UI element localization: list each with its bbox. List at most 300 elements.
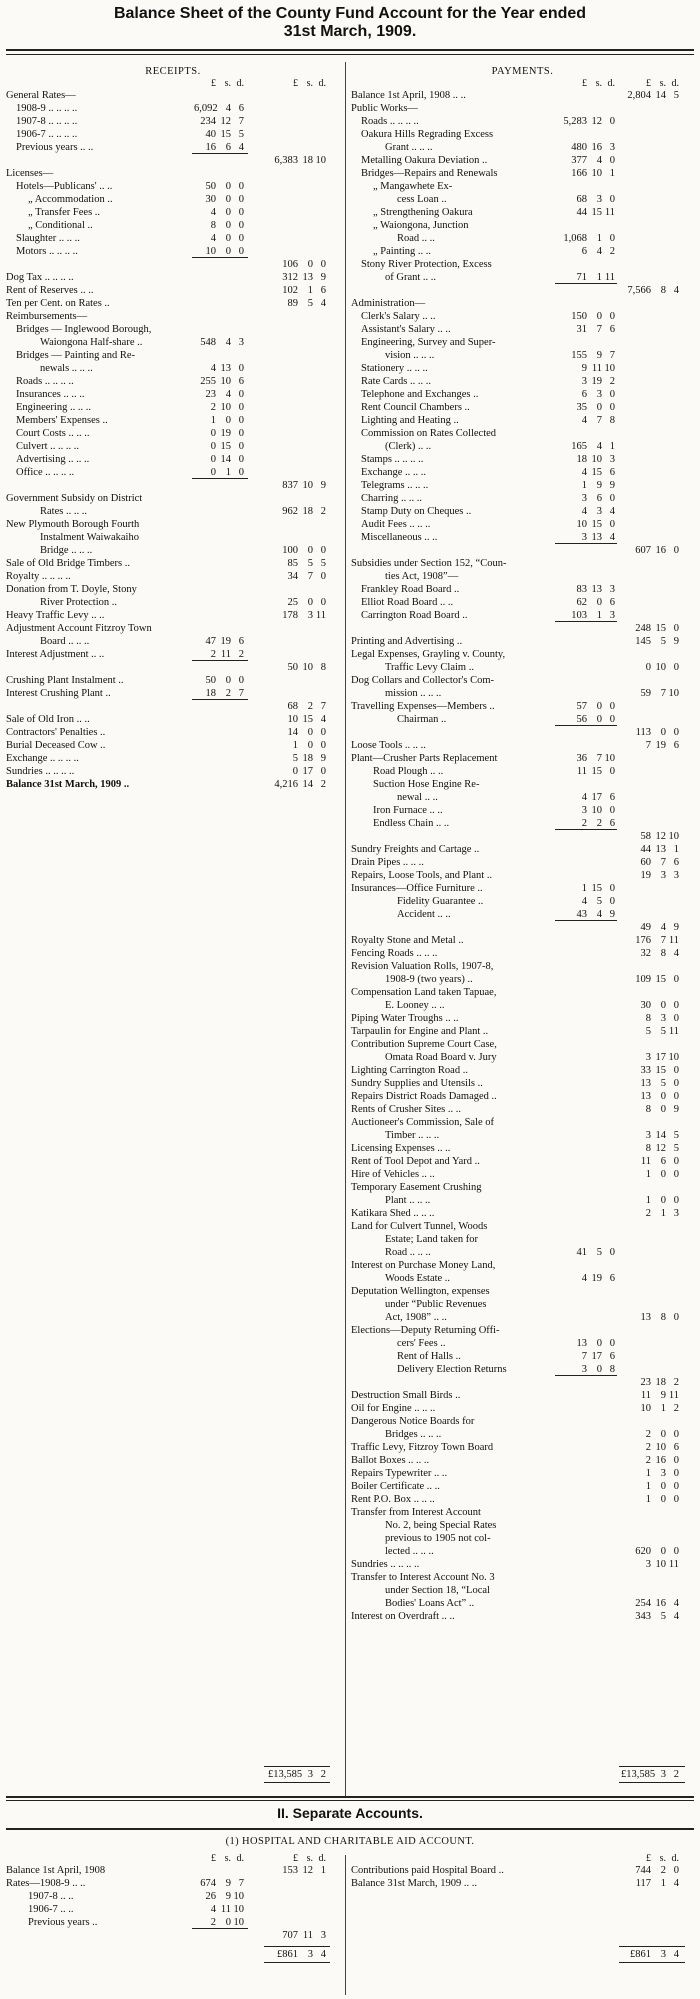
- ledger-row: [351, 362, 694, 375]
- ledger-row: [351, 297, 694, 310]
- inner-amount: 0: [238, 454, 244, 465]
- row-label: Delivery Election Returns: [397, 1364, 507, 1375]
- row-label: Exchange .. .. ..: [361, 467, 427, 478]
- inner-amount: 23: [205, 389, 216, 400]
- inner-amount: 9: [225, 1891, 231, 1902]
- total-amount: 17: [302, 766, 313, 777]
- total-amount: 3: [660, 870, 666, 881]
- inner-amount: 11: [576, 766, 587, 777]
- ledger-row: [351, 700, 694, 713]
- total-amount: 15: [655, 1065, 666, 1076]
- ledger-row: [351, 791, 694, 804]
- row-label: Engineering .. .. ..: [16, 402, 91, 413]
- row-label: Bridges .. .. ..: [385, 1429, 442, 1440]
- inner-amount: 0: [596, 1364, 602, 1375]
- inner-amount: 2: [225, 688, 231, 699]
- total-amount: 0: [307, 597, 313, 608]
- inner-amount: 8: [609, 415, 615, 426]
- total-amount: 3: [645, 1559, 651, 1570]
- total-amount: 178: [282, 610, 298, 621]
- ledger-row: [351, 934, 694, 947]
- ledger-row: [6, 206, 340, 219]
- ledger-row: [6, 713, 340, 726]
- ledger-row: [351, 1610, 694, 1623]
- ledger-row: [351, 1142, 694, 1155]
- row-label: Balance 1st April, 1908: [6, 1865, 106, 1876]
- ledger-row: [351, 1545, 694, 1558]
- row-label: Iron Furnace .. ..: [373, 805, 443, 816]
- ledger-row: [6, 453, 340, 466]
- row-label: Omata Road Board v. Jury: [385, 1052, 497, 1063]
- inner-amount: 44: [576, 207, 587, 218]
- total-amount: 9: [320, 480, 326, 491]
- inner-amount: 9: [609, 480, 615, 491]
- inner-amount: 4: [596, 441, 602, 452]
- inner-amount: 4: [225, 389, 231, 400]
- unit-label: £: [211, 1853, 216, 1864]
- ledger-row: [351, 1311, 694, 1324]
- total-amount: 10: [655, 662, 666, 673]
- row-label: „ Accommodation ..: [28, 194, 113, 205]
- ledger-row: [351, 544, 694, 557]
- row-label: Sundries .. .. .. ..: [351, 1559, 420, 1570]
- unit-label: d.: [318, 78, 326, 89]
- ledger-row: [6, 180, 340, 193]
- total-amount: 10: [668, 1052, 679, 1063]
- inner-amount: 10: [220, 376, 231, 387]
- ledger-row: [351, 609, 694, 622]
- ledger-row: [351, 1246, 694, 1259]
- row-label: Rent Council Chambers ..: [361, 402, 470, 413]
- total-amount: 6: [320, 285, 326, 296]
- unit-label: £: [646, 1853, 651, 1864]
- row-label: Stony River Protection, Excess: [361, 259, 492, 270]
- inner-amount: 68: [576, 194, 587, 205]
- row-label: „ Mangawhete Ex-: [373, 181, 453, 192]
- ledger-row: [6, 1890, 340, 1903]
- page-title: [0, 5, 700, 41]
- ledger-row: [6, 726, 340, 739]
- inner-amount: 4: [581, 467, 587, 478]
- total-amount: 11: [668, 1390, 679, 1401]
- ledger-row: [351, 1012, 694, 1025]
- inner-amount: 14: [220, 454, 231, 465]
- inner-amount: 0: [609, 1338, 615, 1349]
- inner-amount: 0: [238, 389, 244, 400]
- ledger-row: [351, 1090, 694, 1103]
- inner-amount: 0: [609, 883, 615, 894]
- inner-amount: 234: [200, 116, 216, 127]
- inner-amount: 0: [596, 597, 602, 608]
- row-label: Travelling Expenses—Members ..: [351, 701, 495, 712]
- ledger-row: [351, 1129, 694, 1142]
- row-label: Balance 31st March, 1909 ..: [6, 779, 130, 790]
- grand-total-row: [6, 1948, 340, 1961]
- ledger-row: [351, 102, 694, 115]
- ledger-row: [351, 1259, 694, 1272]
- total-amount: 7: [645, 740, 651, 751]
- ledger-row: [6, 427, 340, 440]
- row-label: Advertising .. .. ..: [16, 454, 90, 465]
- hospital-receipts-rows: [6, 1864, 340, 1961]
- inner-amount: 2: [596, 818, 602, 829]
- ledger-row: [6, 466, 340, 479]
- ledger-row: [351, 830, 694, 843]
- total-double-rule: [619, 1782, 685, 1783]
- inner-amount: 36: [576, 753, 587, 764]
- inner-amount: 10: [233, 1917, 244, 1928]
- inner-amount: 2: [210, 402, 216, 413]
- total-amount: 7: [660, 688, 666, 699]
- row-label: Burial Deceased Cow ..: [6, 740, 106, 751]
- total-amount: 33: [640, 1065, 651, 1076]
- unit-label: £: [293, 1853, 298, 1864]
- total-amount: 14: [655, 90, 666, 101]
- row-label: Subsidies under Section 152, “Coun-: [351, 558, 507, 569]
- ledger-row: [351, 128, 694, 141]
- row-label: newal .. ..: [397, 792, 438, 803]
- row-label: Rent of Reserves .. ..: [6, 285, 94, 296]
- total-amount: 8: [645, 1104, 651, 1115]
- ledger-row: [351, 752, 694, 765]
- row-label: Motors .. .. .. ..: [16, 246, 78, 257]
- inner-amount: 377: [571, 155, 587, 166]
- total-amount: 13: [640, 1091, 651, 1102]
- ledger-row: [351, 1506, 694, 1519]
- row-label: Suction Hose Engine Re-: [373, 779, 480, 790]
- grand-total-amount: 3: [660, 1949, 666, 1960]
- ledger-row: [6, 778, 340, 791]
- inner-amount: 5: [596, 896, 602, 907]
- inner-amount: 0: [225, 415, 231, 426]
- total-amount: 0: [673, 623, 679, 634]
- ledger-row: [351, 960, 694, 973]
- inner-amount: 0: [609, 116, 615, 127]
- unit-label: d.: [236, 1853, 244, 1864]
- ledger-row: [351, 1597, 694, 1610]
- ledger-row: [6, 89, 340, 102]
- inner-amount: 18: [205, 688, 216, 699]
- row-label: Temporary Easement Crushing: [351, 1182, 482, 1193]
- row-label: Endless Chain .. ..: [373, 818, 450, 829]
- ledger-row: [351, 674, 694, 687]
- ledger-row: [351, 635, 694, 648]
- row-label: Plant .. .. ..: [385, 1195, 431, 1206]
- row-label: Licenses—: [6, 168, 54, 179]
- inner-amount: 0: [609, 714, 615, 725]
- row-label: „ Waiongona, Junction: [373, 220, 469, 231]
- total-amount: 0: [320, 766, 326, 777]
- total-amount: 0: [673, 662, 679, 673]
- ledger-row: [6, 102, 340, 115]
- inner-amount: 0: [238, 246, 244, 257]
- inner-amount: 2: [609, 246, 615, 257]
- inner-amount: 17: [591, 792, 602, 803]
- inner-amount: 4: [225, 337, 231, 348]
- inner-amount: 15: [591, 467, 602, 478]
- unit-label: s.: [659, 1853, 666, 1864]
- grand-total-amount: £13,585: [621, 1769, 656, 1780]
- inner-amount: 1: [609, 441, 615, 452]
- inner-amount: 0: [609, 493, 615, 504]
- total-amount: 13: [640, 1312, 651, 1323]
- grand-total-row: [351, 1768, 694, 1781]
- inner-amount: 19: [220, 636, 231, 647]
- inner-amount: 0: [225, 181, 231, 192]
- total-amount: 4: [320, 298, 326, 309]
- total-amount: 6: [660, 1156, 666, 1167]
- ledger-row: [6, 141, 340, 154]
- ledger-row: [351, 1181, 694, 1194]
- total-amount: 3: [673, 1208, 679, 1219]
- row-label: Repairs Typewriter .. ..: [351, 1468, 448, 1479]
- total-amount: 1: [645, 1195, 651, 1206]
- total-amount: 9: [660, 1390, 666, 1401]
- hospital-receipts-column: [6, 1853, 340, 1961]
- total-amount: 2: [320, 779, 326, 790]
- inner-amount: 4: [238, 142, 244, 153]
- row-label: Road .. .. ..: [385, 1247, 431, 1258]
- inner-amount: 62: [576, 597, 587, 608]
- row-label: Elliot Road Board .. ..: [361, 597, 454, 608]
- total-amount: 13: [640, 1078, 651, 1089]
- ledger-row: [351, 232, 694, 245]
- ledger-row: [351, 1298, 694, 1311]
- total-amount: 8: [645, 1143, 651, 1154]
- row-label: Repairs, Loose Tools, and Plant ..: [351, 870, 493, 881]
- total-amount: 113: [635, 727, 651, 738]
- inner-amount: 0: [210, 428, 216, 439]
- total-amount: 0: [673, 1312, 679, 1323]
- inner-amount: 1: [596, 233, 602, 244]
- inner-amount: 57: [576, 701, 587, 712]
- ledger-row: [6, 583, 340, 596]
- total-amount: 5: [660, 636, 666, 647]
- inner-amount: 0: [609, 194, 615, 205]
- ledger-row: [351, 687, 694, 700]
- row-label: Interest on Overdraft .. ..: [351, 1611, 455, 1622]
- inner-amount: 3: [581, 1364, 587, 1375]
- total-amount: 7: [320, 701, 326, 712]
- row-label: E. Looney .. ..: [385, 1000, 445, 1011]
- grand-total-amount: 3: [307, 1769, 313, 1780]
- row-label: Interest Adjustment .. ..: [6, 649, 105, 660]
- ledger-row: [6, 323, 340, 336]
- inner-amount: 10: [591, 805, 602, 816]
- total-amount: 0: [660, 1195, 666, 1206]
- total-amount: 0: [660, 1481, 666, 1492]
- row-label: ties Act, 1908”—: [385, 571, 459, 582]
- ledger-row: [6, 258, 340, 271]
- ledger-row: [351, 583, 694, 596]
- total-rule: [619, 1946, 685, 1947]
- inner-amount: 8: [609, 1364, 615, 1375]
- inner-amount: 0: [225, 233, 231, 244]
- total-amount: 4: [320, 714, 326, 725]
- row-label: Stationery .. .. ..: [361, 363, 428, 374]
- ledger-row: [351, 908, 694, 921]
- total-amount: 9: [673, 1104, 679, 1115]
- inner-amount: 17: [591, 1351, 602, 1362]
- total-amount: 30: [640, 1000, 651, 1011]
- ledger-row: [351, 1532, 694, 1545]
- inner-amount: 9: [225, 1878, 231, 1889]
- total-amount: 0: [673, 1481, 679, 1492]
- total-amount: 0: [307, 545, 313, 556]
- unit-label: d.: [318, 1853, 326, 1864]
- inner-amount: 0: [225, 194, 231, 205]
- section-rule-thin: [6, 1800, 694, 1801]
- total-amount: 10: [287, 714, 298, 725]
- ledger-row: [6, 336, 340, 349]
- inner-amount: 480: [571, 142, 587, 153]
- inner-amount: 0: [238, 181, 244, 192]
- row-label: Transfer from Interest Account: [351, 1507, 481, 1518]
- inner-amount: 10: [576, 519, 587, 530]
- total-amount: 18: [302, 506, 313, 517]
- row-label: Transfer to Interest Account No. 3: [351, 1572, 495, 1583]
- total-amount: 0: [673, 727, 679, 738]
- total-amount: 0: [673, 1429, 679, 1440]
- unit-label: £: [646, 78, 651, 89]
- inner-amount: 10: [233, 1891, 244, 1902]
- total-amount: 1: [645, 1468, 651, 1479]
- row-label: Interest on Purchase Money Land,: [351, 1260, 496, 1271]
- inner-amount: 3: [581, 805, 587, 816]
- total-amount: 5: [673, 1130, 679, 1141]
- inner-amount: 11: [220, 649, 231, 660]
- inner-amount: 4: [581, 792, 587, 803]
- ledger-row: [351, 1584, 694, 1597]
- total-amount: 744: [635, 1865, 651, 1876]
- row-label: „ Transfer Fees ..: [28, 207, 101, 218]
- total-amount: 620: [635, 1546, 651, 1557]
- row-label: Interest Crushing Plant ..: [6, 688, 111, 699]
- ledger-row: [6, 622, 340, 635]
- grand-total-row: [351, 1948, 694, 1961]
- total-amount: 15: [302, 714, 313, 725]
- row-label: Assistant's Salary .. ..: [361, 324, 451, 335]
- row-label: Fencing Roads .. .. ..: [351, 948, 438, 959]
- row-label: Waiongona Half-share ..: [40, 337, 143, 348]
- total-amount: 7: [307, 571, 313, 582]
- inner-amount: 6: [609, 597, 615, 608]
- total-amount: 6,383: [274, 155, 298, 166]
- row-label: Royalty .. .. .. ..: [6, 571, 71, 582]
- row-label: Stamp Duty on Cheques ..: [361, 506, 472, 517]
- total-amount: 0: [673, 1065, 679, 1076]
- row-label: cess Loan ..: [397, 194, 447, 205]
- total-double-rule: [264, 1962, 330, 1963]
- unit-label: s.: [224, 1853, 231, 1864]
- unit-label: d.: [671, 78, 679, 89]
- inner-amount: 3: [609, 454, 615, 465]
- inner-amount: 0: [609, 896, 615, 907]
- ledger-row: [351, 921, 694, 934]
- ledger-row: [351, 219, 694, 232]
- total-amount: 106: [282, 259, 298, 270]
- inner-amount: 0: [596, 1338, 602, 1349]
- total-amount: 5: [307, 558, 313, 569]
- inner-amount: 6: [609, 792, 615, 803]
- total-amount: 1: [660, 1878, 666, 1889]
- total-amount: 16: [655, 1455, 666, 1466]
- hospital-receipts-unit-header: [6, 1853, 340, 1864]
- inner-amount: 9: [609, 909, 615, 920]
- total-amount: 9: [320, 753, 326, 764]
- row-label: Rent of Tool Depot and Yard ..: [351, 1156, 480, 1167]
- unit-label: d.: [671, 1853, 679, 1864]
- ledger-row: [351, 310, 694, 323]
- row-label: Sundry Supplies and Utensils ..: [351, 1078, 483, 1089]
- total-amount: 23: [640, 1377, 651, 1388]
- total-amount: 0: [292, 766, 298, 777]
- total-amount: 1: [660, 1208, 666, 1219]
- inner-amount: 3: [596, 389, 602, 400]
- row-label: Lighting and Heating ..: [361, 415, 459, 426]
- grand-total-row: [6, 1768, 340, 1781]
- total-amount: 5: [660, 1078, 666, 1089]
- unit-label: £: [582, 78, 587, 89]
- receipts-rows: [6, 89, 340, 1781]
- ledger-row: [351, 882, 694, 895]
- inner-amount: 15: [591, 766, 602, 777]
- ledger-row: [351, 115, 694, 128]
- inner-amount: 4: [596, 909, 602, 920]
- total-amount: 176: [635, 935, 651, 946]
- ledger-row: [6, 284, 340, 297]
- ledger-row: [351, 1350, 694, 1363]
- total-amount: 6: [673, 1442, 679, 1453]
- inner-amount: 4: [581, 896, 587, 907]
- inner-amount: 0: [238, 363, 244, 374]
- grand-total-amount: 3: [307, 1949, 313, 1960]
- ledger-row: [351, 1571, 694, 1584]
- section-rule: [6, 1796, 694, 1798]
- inner-amount: 7: [596, 753, 602, 764]
- row-label: Printing and Advertising ..: [351, 636, 463, 647]
- section-2-rule: [6, 1828, 694, 1830]
- total-amount: 0: [660, 1000, 666, 1011]
- inner-amount: 6: [238, 636, 244, 647]
- row-label: Rent of Halls ..: [397, 1351, 461, 1362]
- total-amount: 49: [640, 922, 651, 933]
- row-label: Oil for Engine .. .. ..: [351, 1403, 436, 1414]
- inner-amount: 3: [596, 506, 602, 517]
- inner-amount: 0: [609, 311, 615, 322]
- section-2-title: II. Separate Accounts.: [277, 1805, 423, 1821]
- inner-amount: 7: [596, 415, 602, 426]
- total-amount: 0: [660, 1104, 666, 1115]
- total-amount: 3: [673, 870, 679, 881]
- ledger-row: [351, 323, 694, 336]
- ledger-row: [351, 492, 694, 505]
- ledger-row: [351, 661, 694, 674]
- inner-amount: 1,068: [563, 233, 587, 244]
- inner-amount: 0: [609, 402, 615, 413]
- ledger-row: [351, 648, 694, 661]
- ledger-row: [6, 297, 340, 310]
- total-amount: 0: [673, 1169, 679, 1180]
- title-rule: [6, 49, 694, 51]
- total-amount: 145: [635, 636, 651, 647]
- inner-amount: 0: [596, 311, 602, 322]
- total-rule: [619, 1766, 685, 1767]
- total-amount: 9: [673, 922, 679, 933]
- row-label: General Rates—: [6, 90, 76, 101]
- inner-amount: 2: [609, 376, 615, 387]
- unit-label: £: [293, 78, 298, 89]
